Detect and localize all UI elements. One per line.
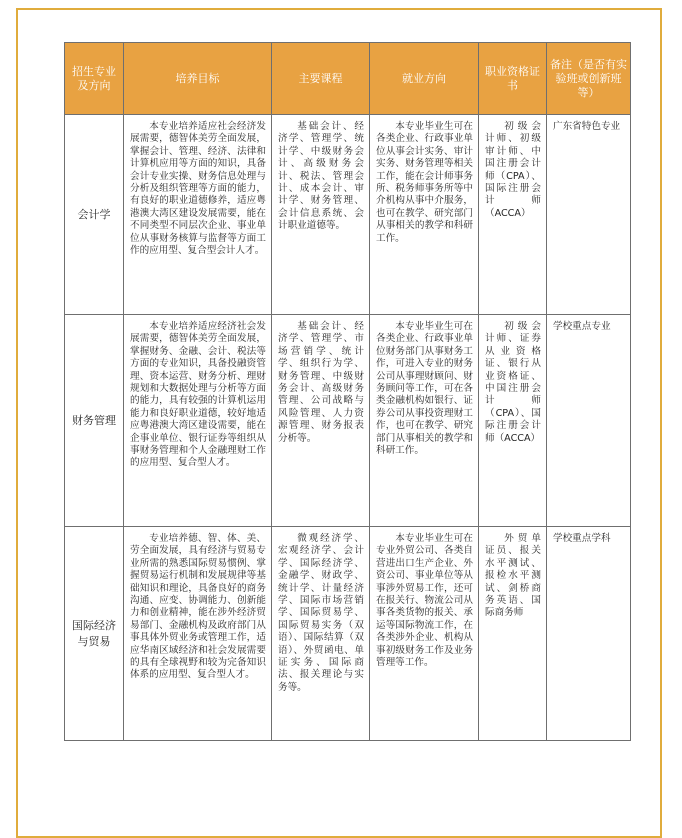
table-row — [65, 115, 631, 315]
career-cell — [370, 115, 479, 315]
career-text: 本专业毕业生可在各类企业、行政事业单位财务部门从事财务工作，可进入专业的财务公司从事理财顾问、财务顾问等工作，可在各类金融机构如银行、证券公司从事投资理财工作，也可在教学、研究部门从事相关的教学和科研工作。 — [376, 321, 473, 457]
major-cell: 财务管理 — [65, 315, 124, 527]
note-text: 广东省特色专业 — [553, 121, 621, 132]
courses-text: 微观经济学、宏观经济学、会计学、国际经济学、金融学、财政学、统计学、计量经济学、国际市场营销学、国际贸易学、国际贸易实务（双语）、国际结算（双语）、外贸函电、单证实务、国际商法、报关理论与实务等。 — [278, 533, 364, 693]
career-text: 本专业毕业生可在专业外贸公司、各类自营进出口生产企业、外资公司、事业单位等从事涉外贸易工作，还可在报关行、物流公司从事各类货物的报关、承运等国际物流工作，在各类涉外企业、机构从事初级财务工作及业务管理等工作。 — [376, 533, 473, 669]
courses-cell — [272, 527, 370, 741]
note-cell — [547, 115, 631, 315]
goal-cell — [124, 527, 272, 741]
major-table — [64, 42, 631, 741]
cert-text: 外贸单证员、报关水平测试、报检水平测试、剑桥商务英语、国际商务师 — [485, 533, 541, 619]
header-goal: 培养目标 — [124, 43, 272, 115]
header-courses: 主要课程 — [272, 43, 370, 115]
courses-text: 基础会计、经济学、管理学、统计学、中级财务会计、高级财务会计、税法、管理会计、成本会计、审计学、财务管理、会计信息系统、会计职业道德等。 — [278, 121, 364, 232]
header-cert: 职业资格证书 — [479, 43, 547, 115]
cert-cell — [479, 527, 547, 741]
courses-cell — [272, 115, 370, 315]
note-text: 学校重点学科 — [553, 533, 611, 544]
courses-text: 基础会计、经济学、管理学、市场营销学、统计学、组织行为学、财务管理、中级财务会计、高级财务管理、公司战略与风险管理、人力资源管理、财务报表分析等。 — [278, 321, 364, 444]
goal-text: 本专业培养适应经济社会发展需要，德智体美劳全面发展，掌握财务、金融、会计、税法等方面的专业知识，具备投融资管理、资本运营、财务分析、理财规划和大数据处理与分析等方面的能力，具有较强的计算机运用能力和良好职业道德，较好地适应粤港澳大湾区建设需要，能在企事业单位、银行证券等组织从事财务管理和个人金融理财工作的应用型、复合型人才。 — [130, 321, 266, 469]
cert-cell — [479, 115, 547, 315]
goal-text: 专业培养德、智、体、美、劳全面发展，具有经济与贸易专业所需的熟悉国际贸易惯例、掌握贸易运行机制和发展规律等基础知识和理论，具备良好的商务沟通、应变、协调能力、创新能力和创业精神，能在涉外经济贸易部门、金融机构及政府部门从事具体外贸业务或管理工作，适应华南区域经济和社会发展需要的具有全球视野和较为完备知识体系的应用型、复合型人才。 — [130, 533, 266, 681]
career-text: 本专业毕业生可在各类企业、行政事业单位从事会计实务、审计实务、财务管理等相关工作，能在会计师事务所、税务师事务所等中介机构从事中介服务，也可在教学、研究部门从事相关的教学和科研工作。 — [376, 121, 473, 244]
cert-text: 初级会计师、初级审计师、中国注册会计师（CPA）、国际注册会计师（ACCA） — [485, 121, 541, 219]
goal-cell — [124, 315, 272, 527]
note-cell — [547, 527, 631, 741]
table-row — [65, 315, 631, 527]
career-cell — [370, 315, 479, 527]
cert-cell — [479, 315, 547, 527]
goal-text: 本专业培养适应社会经济发展需要，德智体美劳全面发展，掌握会计、管理、经济、法律和计算机应用等方面的知识，具备会计专业实操、财务信息处理与分析及组织管理等方面的能力，有良好的职业道德修养，适应粤港澳大湾区建设发展需要，能在不同类型不同层次企业、事业单位从事财务核算与监督等方面工作的应用型、复合型会计人才。 — [130, 121, 266, 257]
career-cell — [370, 527, 479, 741]
major-cell: 会计学 — [65, 115, 124, 315]
header-note: 备注（是否有实验班或创新班等） — [547, 43, 631, 115]
goal-cell — [124, 115, 272, 315]
table-header — [65, 43, 631, 115]
cert-text: 初级会计师、证券从业资格证、银行从业资格证、中国注册会计师（CPA）、国际注册会计师（ACCA） — [485, 321, 541, 444]
note-cell — [547, 315, 631, 527]
courses-cell — [272, 315, 370, 527]
table-row — [65, 527, 631, 741]
note-text: 学校重点专业 — [553, 321, 611, 332]
major-cell: 国际经济与贸易 — [65, 527, 124, 741]
header-major: 招生专业及方向 — [65, 43, 124, 115]
header-career: 就业方向 — [370, 43, 479, 115]
